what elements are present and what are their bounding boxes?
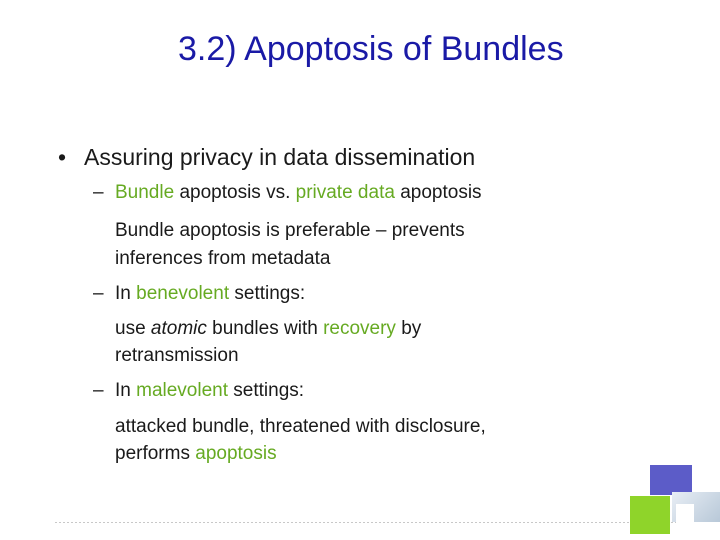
dash-marker: –: [93, 182, 104, 203]
text-segment: apoptosis vs.: [174, 182, 296, 203]
sub-item-text-line: inferences from metadata: [115, 248, 331, 269]
bullet-marker: •: [58, 144, 67, 170]
bullet-main: [58, 144, 475, 171]
hl-apoptosis: apoptosis: [195, 443, 277, 464]
text-segment: bundles with: [206, 318, 324, 339]
dash-marker: –: [93, 380, 104, 401]
sub-item-text-line: [115, 318, 421, 340]
sub-item-malevolent: [93, 380, 304, 402]
hl-private-data: private data: [295, 182, 395, 203]
hl-recovery: recovery: [323, 318, 396, 339]
hl-malevolent: malevolent: [136, 380, 229, 401]
text-segment: settings:: [229, 283, 306, 304]
text-segment: by: [395, 318, 422, 339]
sub-item-text-line: Bundle apoptosis is preferable – prevents: [115, 220, 465, 241]
decor-green-square: [630, 496, 670, 534]
text-segment: performs: [115, 443, 196, 464]
sub-item-text-line: retransmission: [115, 345, 239, 366]
text-segment: use: [115, 318, 151, 339]
sub-item-benevolent: [93, 283, 305, 305]
text-segment: settings:: [228, 380, 305, 401]
decor-blue-square: [650, 465, 692, 495]
decor-white-square: [676, 504, 694, 534]
hl-benevolent: benevolent: [136, 283, 230, 304]
bullet-main-text: Assuring privacy in data dissemination: [84, 144, 476, 170]
hl-bundle: Bundle: [115, 182, 175, 203]
em-atomic: atomic: [150, 318, 207, 339]
sub-item-bundle-vs-private: [93, 182, 482, 204]
sub-item-text-line: attacked bundle, threatened with disclosure,: [115, 416, 486, 437]
text-segment: apoptosis: [394, 182, 482, 203]
footer-dotted-rule: [55, 522, 695, 523]
slide-title: 3.2) Apoptosis of Bundles: [178, 30, 564, 68]
text-segment: In: [115, 380, 137, 401]
text-segment: In: [115, 283, 137, 304]
sub-item-text-line: [115, 443, 277, 465]
dash-marker: –: [93, 283, 104, 304]
